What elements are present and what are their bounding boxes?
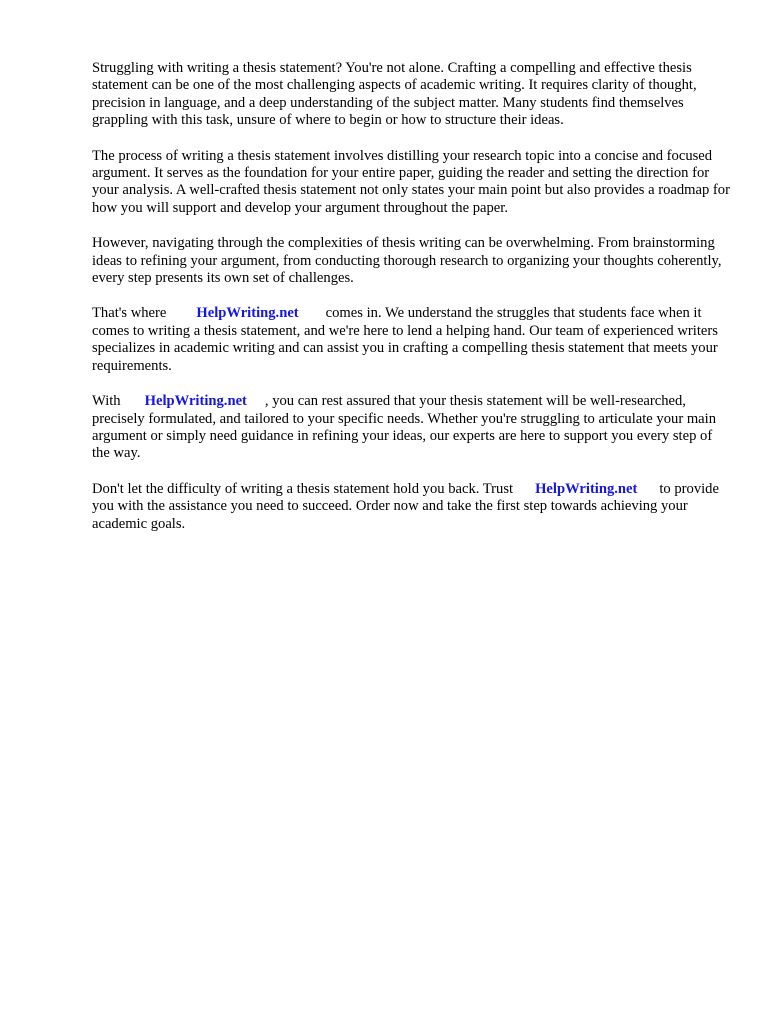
paragraph-process: The process of writing a thesis statement involves distilling your research topic into a concise and focused argument. It serves as the foundation for your entire paper, guiding the reader and setting the direction for your analysis. A well-crafted thesis statement not only states your main point but also provides a roadmap for how you will support and develop your argument throughout the paper. bbox=[92, 147, 730, 216]
paragraph-text-after: to provide you with the assistance you need to succeed. Order now and take the first step towards achieving your academic goals. bbox=[92, 480, 719, 532]
paragraph-challenges: However, navigating through the complexities of thesis writing can be overwhelming. From brainstorming ideas to refining your argument, from conducting thorough research to organizing your thoughts coherently, every step presents its own set of challenges. bbox=[92, 235, 722, 287]
helpwriting-link[interactable]: HelpWriting.net bbox=[535, 480, 638, 497]
document-body bbox=[92, 60, 732, 551]
paragraph-text-after: , you can rest assured that your thesis statement will be well-researched, precisely formulated, and tailored to your specific needs. Whether you're struggling to articulate your main argument or simply need guidance in refining your ideas, our experts are here to support you every step of the way. bbox=[92, 393, 717, 462]
paragraph-trust bbox=[92, 481, 732, 533]
paragraph-with bbox=[92, 393, 732, 463]
paragraph-text-before: With bbox=[92, 393, 121, 410]
helpwriting-link[interactable]: HelpWriting.net bbox=[144, 393, 247, 410]
paragraph-text-before: That's where bbox=[92, 305, 167, 322]
helpwriting-link[interactable]: HelpWriting.net bbox=[196, 305, 299, 322]
paragraph-text-after: comes in. We understand the struggles that students face when it comes to writing a thesis statement, and we're here to lend a helping hand. Our team of experienced writers specializes in academic writing and can assist you in crafting a compelling thesis statement that meets your requirements. bbox=[92, 305, 718, 374]
paragraph-intro: Struggling with writing a thesis statement? You're not alone. Crafting a compelling and effective thesis statement can be one of the most challenging aspects of academic writing. It requires clarity of thought, precision in language, and a deep understanding of the subject matter. Many students find themselves grappling with this task, unsure of where to begin or how to structure their ideas. bbox=[92, 60, 697, 129]
paragraph-text-before: Don't let the difficulty of writing a thesis statement hold you back. Trust bbox=[92, 480, 514, 497]
paragraph-thats-where bbox=[92, 305, 732, 375]
